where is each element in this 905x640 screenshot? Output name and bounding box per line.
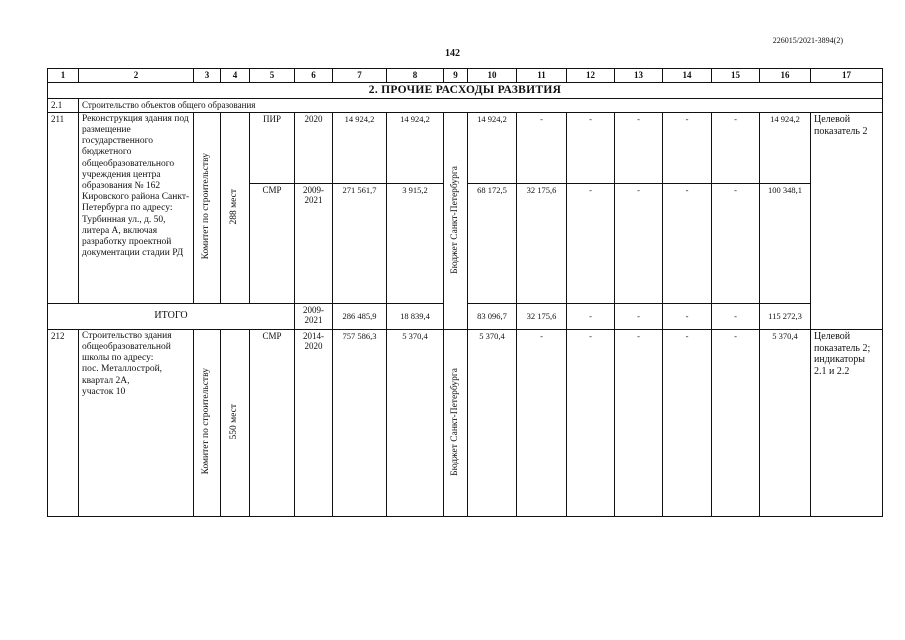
- value-cell: 68 172,5: [468, 183, 517, 303]
- value-cell: -: [517, 112, 567, 183]
- section-row: [48, 82, 883, 99]
- value-cell: 5 370,4: [468, 329, 517, 516]
- value-cell: -: [567, 112, 615, 183]
- item-name: Реконструкция здания под размещение государственного бюджетного общеобразовательного учреждения центра образования № 162 Кировского района Санкт-Петербурга по адресу: Турбинная ул., д. 50, литера А, включая разработку проектной документации стадии РД: [79, 112, 194, 303]
- item-name: Строительство здания общеобразовательной школы по адресу: пос. Металлострой, квартал 2А, участок 10: [79, 329, 194, 516]
- value-cell: 14 924,2: [760, 112, 811, 183]
- section-title: 2. ПРОЧИЕ РАСХОДЫ РАЗВИТИЯ: [48, 82, 883, 99]
- value-cell: 14 924,2: [387, 112, 444, 183]
- col-header: 14: [663, 69, 712, 83]
- column-number-row: [48, 69, 883, 83]
- years-cell: 2020: [295, 112, 333, 183]
- expenses-table: [47, 68, 883, 517]
- note-cell: Целевой показатель 2; индикаторы 2.1 и 2.2: [811, 329, 883, 516]
- value-cell: -: [663, 303, 712, 329]
- value-cell: 14 924,2: [333, 112, 387, 183]
- stage-cell: СМР: [250, 329, 295, 516]
- value-cell: 32 175,6: [517, 183, 567, 303]
- subsection-title: Строительство объектов общего образования: [79, 99, 883, 113]
- value-cell: -: [615, 112, 663, 183]
- value-cell: -: [663, 112, 712, 183]
- col-header: 6: [295, 69, 333, 83]
- col-header: 11: [517, 69, 567, 83]
- years-cell: 2014- 2020: [295, 329, 333, 516]
- customer-cell: Комитет по строительству: [194, 329, 221, 516]
- budget-cell: Бюджет Санкт-Петербурга: [444, 112, 468, 329]
- stage-cell: ПИР: [250, 112, 295, 183]
- value-cell: -: [615, 183, 663, 303]
- budget-cell: Бюджет Санкт-Петербурга: [444, 329, 468, 516]
- value-cell: -: [712, 183, 760, 303]
- value-cell: 3 915,2: [387, 183, 444, 303]
- capacity-cell: 550 мест: [221, 329, 250, 516]
- value-cell: 5 370,4: [387, 329, 444, 516]
- page-number: 142: [445, 48, 460, 59]
- col-header: 2: [79, 69, 194, 83]
- col-header: 10: [468, 69, 517, 83]
- table-row: [48, 112, 883, 183]
- col-header: 8: [387, 69, 444, 83]
- col-header: 16: [760, 69, 811, 83]
- col-header: 15: [712, 69, 760, 83]
- value-cell: -: [567, 303, 615, 329]
- years-cell: 2009- 2021: [295, 183, 333, 303]
- value-cell: -: [663, 329, 712, 516]
- col-header: 7: [333, 69, 387, 83]
- col-header: 3: [194, 69, 221, 83]
- value-cell: -: [663, 183, 712, 303]
- col-header: 1: [48, 69, 79, 83]
- col-header: 13: [615, 69, 663, 83]
- customer-cell: Комитет по строительству: [194, 112, 221, 303]
- value-cell: -: [567, 183, 615, 303]
- value-cell: -: [615, 329, 663, 516]
- value-cell: -: [567, 329, 615, 516]
- years-cell: 2009- 2021: [295, 303, 333, 329]
- value-cell: 286 485,9: [333, 303, 387, 329]
- value-cell: -: [712, 112, 760, 183]
- subsection-number: 2.1: [48, 99, 79, 113]
- col-header: 5: [250, 69, 295, 83]
- value-cell: -: [615, 303, 663, 329]
- subsection-row: [48, 99, 883, 113]
- value-cell: 5 370,4: [760, 329, 811, 516]
- note-cell: Целевой показатель 2: [811, 112, 883, 329]
- value-cell: 115 272,3: [760, 303, 811, 329]
- value-cell: 18 839,4: [387, 303, 444, 329]
- value-cell: 32 175,6: [517, 303, 567, 329]
- table-row: [48, 329, 883, 516]
- total-label: ИТОГО: [48, 303, 295, 329]
- value-cell: 83 096,7: [468, 303, 517, 329]
- stage-cell: СМР: [250, 183, 295, 303]
- value-cell: 14 924,2: [468, 112, 517, 183]
- item-number: 212: [48, 329, 79, 516]
- col-header: 17: [811, 69, 883, 83]
- value-cell: 757 586,3: [333, 329, 387, 516]
- item-number: 211: [48, 112, 79, 303]
- col-header: 9: [444, 69, 468, 83]
- col-header: 12: [567, 69, 615, 83]
- capacity-cell: 288 мест: [221, 112, 250, 303]
- value-cell: -: [517, 329, 567, 516]
- value-cell: 271 561,7: [333, 183, 387, 303]
- value-cell: -: [712, 303, 760, 329]
- document-code: 226015/2021-3894(2): [772, 36, 843, 45]
- value-cell: 100 348,1: [760, 183, 811, 303]
- col-header: 4: [221, 69, 250, 83]
- value-cell: -: [712, 329, 760, 516]
